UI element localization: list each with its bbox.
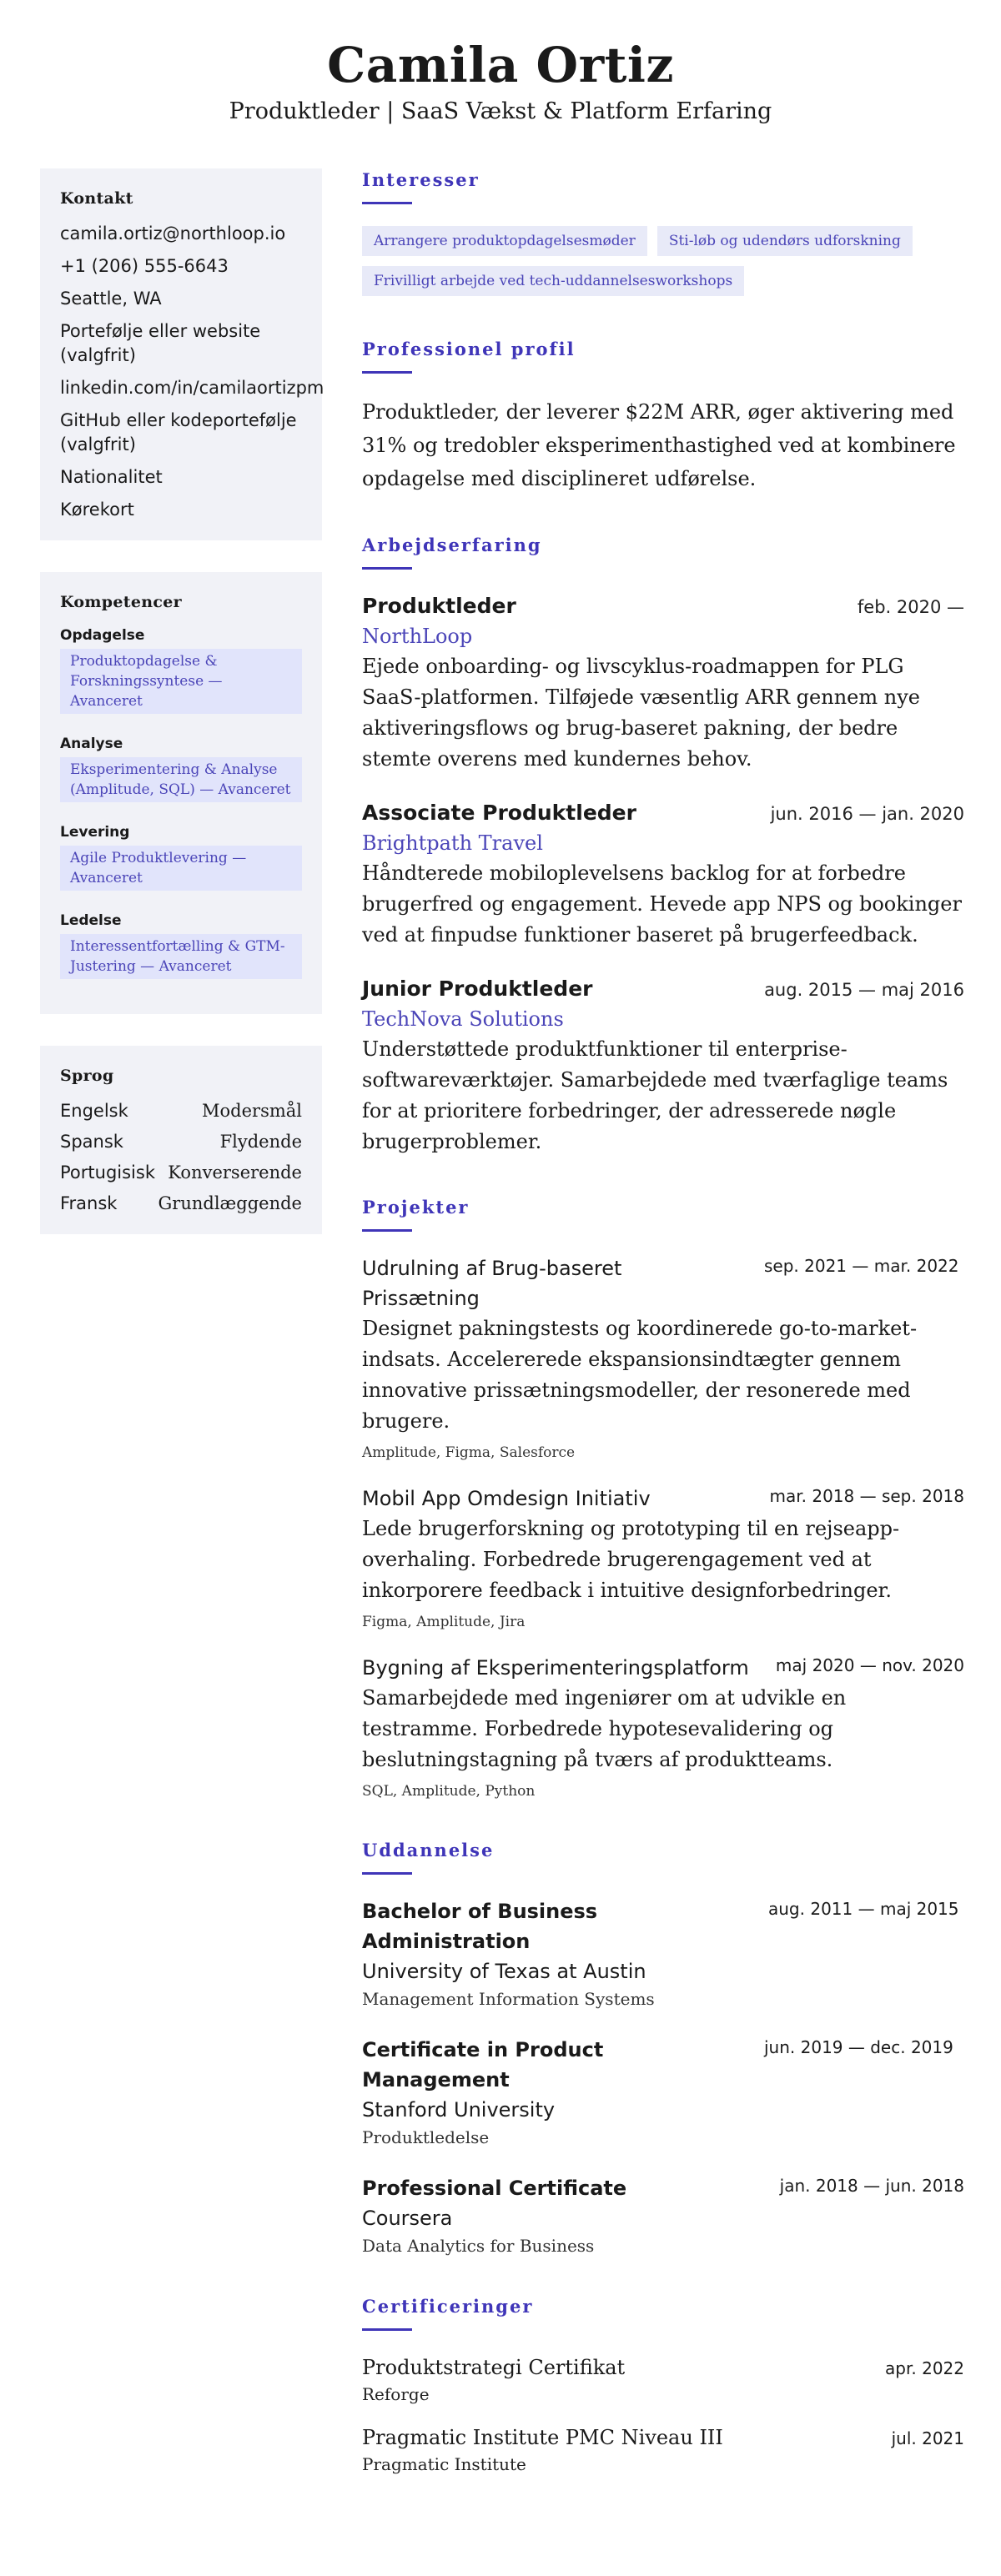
section-divider bbox=[362, 567, 412, 570]
certification-date: apr. 2022 bbox=[885, 2358, 964, 2378]
job-description: Håndterede mobiloplevelsens backlog for at forbedre brugerfred og engagement. Hevede app NPS og bookinger ved at finpudse funktioner baseret på brugerfeedback. bbox=[362, 861, 962, 947]
profile-section bbox=[362, 338, 964, 495]
project-date: mar. 2018 — sep. 2018 bbox=[769, 1486, 964, 1506]
language-row bbox=[60, 1099, 302, 1123]
job-entry bbox=[362, 974, 964, 1157]
certification-entry bbox=[362, 2353, 964, 2406]
education-entry bbox=[362, 1896, 964, 2011]
job-title: Associate Produktleder bbox=[362, 801, 636, 825]
job-company: TechNova Solutions bbox=[362, 1007, 564, 1031]
contact-linkedin[interactable]: linkedin.com/in/camilaortizpm bbox=[60, 378, 324, 398]
certification-name: Pragmatic Institute PMC Niveau III bbox=[362, 2426, 723, 2449]
projects-title: Projekter bbox=[362, 1197, 470, 1218]
language-level: Grundlæggende bbox=[158, 1193, 302, 1213]
project-description: Lede brugerforskning og prototyping til en rejseapp-overhaling. Forbedrede brugerengagement ved at inkorporere feedback i intuitive designforbedringer. bbox=[362, 1517, 900, 1602]
education-field: Management Information Systems bbox=[362, 1989, 655, 2009]
job-title: Junior Produktleder bbox=[362, 977, 593, 1001]
contact-github[interactable]: GitHub eller kodeportefølje (valgfrit) bbox=[60, 410, 297, 454]
experience-section bbox=[362, 534, 964, 1157]
section-divider bbox=[362, 1229, 412, 1232]
skill-group-title: Opdagelse bbox=[60, 627, 145, 644]
skill-chip: Produktopdagelse & Forskningssyntese — Avanceret bbox=[60, 649, 302, 714]
sidebar bbox=[40, 168, 322, 2493]
interests-title: Interesser bbox=[362, 169, 480, 190]
certification-date: jul. 2021 bbox=[891, 2428, 964, 2448]
interest-list bbox=[362, 226, 964, 306]
section-divider bbox=[362, 202, 412, 204]
interest-chip: Sti-løb og udendørs udforskning bbox=[657, 226, 913, 256]
projects-section bbox=[362, 1196, 964, 1802]
section-divider bbox=[362, 371, 412, 374]
education-date: jan. 2018 — jun. 2018 bbox=[779, 2176, 964, 2196]
certification-issuer: Pragmatic Institute bbox=[362, 2454, 526, 2474]
education-degree: Professional Certificate bbox=[362, 2177, 627, 2200]
languages-title: Sprog bbox=[60, 1067, 114, 1085]
contact-title: Kontakt bbox=[60, 189, 133, 208]
education-date: jun. 2019 — dec. 2019 bbox=[764, 2037, 953, 2057]
project-title: Mobil App Omdesign Initiativ bbox=[362, 1487, 651, 1510]
project-description: Samarbejdede med ingeniører om at udvikle en testramme. Forbedrede hypotesevalidering og beslutningstagning på tværs af produktteams. bbox=[362, 1686, 847, 1771]
language-name: Engelsk bbox=[60, 1101, 128, 1121]
candidate-tagline: Produktleder | SaaS Vækst & Platform Erfaring bbox=[229, 98, 772, 124]
contact-location: Seattle, WA bbox=[60, 289, 162, 309]
certifications-title: Certificeringer bbox=[362, 2296, 534, 2317]
contact-license: Kørekort bbox=[60, 500, 134, 520]
contact-phone[interactable]: +1 (206) 555-6643 bbox=[60, 256, 229, 276]
education-degree: Certificate in Product Management bbox=[362, 2038, 604, 2091]
candidate-name: Camila Ortiz bbox=[327, 37, 674, 93]
job-date: aug. 2015 — maj 2016 bbox=[764, 980, 964, 1000]
skill-chip: Interessentfortælling & GTM-Justering — Avanceret bbox=[60, 934, 302, 979]
job-description: Understøttede produktfunktioner til enterprise-softwareværktøjer. Samarbejdede med tværfaglige teams for at prioritere forbedringer, der adresserede nøgle brugerproblemer. bbox=[362, 1037, 948, 1153]
languages-card bbox=[40, 1046, 322, 1234]
section-divider bbox=[362, 2328, 412, 2331]
certification-name: Produktstrategi Certifikat bbox=[362, 2356, 626, 2379]
language-level: Modersmål bbox=[202, 1101, 302, 1121]
education-title: Uddannelse bbox=[362, 1840, 495, 1860]
job-date: jun. 2016 — jan. 2020 bbox=[770, 804, 964, 824]
skill-group bbox=[60, 822, 302, 891]
job-company: NorthLoop bbox=[362, 625, 473, 648]
interest-chip: Frivilligt arbejde ved tech-uddannelsesworkshops bbox=[362, 266, 744, 296]
resume-header bbox=[0, 0, 1001, 168]
project-tools: SQL, Amplitude, Python bbox=[362, 1783, 536, 1800]
certifications-section bbox=[362, 2295, 964, 2476]
project-tools: Figma, Amplitude, Jira bbox=[362, 1614, 526, 1630]
project-date: sep. 2021 — mar. 2022 bbox=[764, 1256, 959, 1276]
education-entry bbox=[362, 2035, 964, 2150]
project-title: Bygning af Eksperimenteringsplatform bbox=[362, 1656, 749, 1680]
skill-group bbox=[60, 625, 302, 714]
profile-summary: Produktleder, der leverer $22M ARR, øger aktivering med 31% og tredobler eksperimenthastighed ved at kombinere opdagelse med disciplineret udførelse. bbox=[362, 400, 956, 490]
skill-group-title: Ledelse bbox=[60, 912, 122, 929]
language-name: Fransk bbox=[60, 1193, 118, 1213]
contact-email[interactable]: camila.ortiz@northloop.io bbox=[60, 223, 286, 244]
project-entry bbox=[362, 1484, 964, 1633]
contact-portfolio[interactable]: Portefølje eller website (valgfrit) bbox=[60, 321, 261, 365]
language-row bbox=[60, 1130, 302, 1154]
education-entry bbox=[362, 2173, 964, 2258]
education-degree: Bachelor of Business Administration bbox=[362, 1900, 598, 1953]
project-date: maj 2020 — nov. 2020 bbox=[775, 1655, 964, 1675]
education-school: University of Texas at Austin bbox=[362, 1960, 646, 1983]
resume-body bbox=[0, 168, 1001, 2493]
job-title: Produktleder bbox=[362, 594, 516, 618]
language-row bbox=[60, 1192, 302, 1216]
project-description: Designet pakningstests og koordinerede go-to-market-indsats. Accelererede ekspansionsindtægter gennem innovative prissætningsmodeller, der resonerede med brugere. bbox=[362, 1317, 918, 1433]
interest-chip: Arrangere produktopdagelsesmøder bbox=[362, 226, 647, 256]
job-entry bbox=[362, 798, 964, 951]
skill-chip: Agile Produktlevering — Avanceret bbox=[60, 846, 302, 891]
education-field: Produktledelse bbox=[362, 2127, 490, 2147]
education-section bbox=[362, 1839, 964, 2258]
language-level: Flydende bbox=[219, 1132, 302, 1152]
contact-nationality: Nationalitet bbox=[60, 467, 163, 487]
experience-title: Arbejdserfaring bbox=[362, 535, 542, 555]
profile-title: Professionel profil bbox=[362, 339, 576, 359]
job-description: Ejede onboarding- og livscyklus-roadmappen for PLG SaaS-platformen. Tilføjede væsentlig ARR gennem nye aktiveringsflows og brug-baseret pakning, der bedre stemte overens med kundernes behov. bbox=[362, 655, 920, 771]
skill-group bbox=[60, 911, 302, 979]
skills-card bbox=[40, 572, 322, 1014]
language-name: Portugisisk bbox=[60, 1162, 155, 1183]
skill-chip: Eksperimentering & Analyse (Amplitude, SQL) — Avanceret bbox=[60, 757, 302, 802]
job-entry bbox=[362, 591, 964, 775]
education-date: aug. 2011 — maj 2015 bbox=[768, 1899, 959, 1919]
main-content bbox=[362, 168, 964, 2493]
skill-group-title: Analyse bbox=[60, 736, 123, 752]
education-field: Data Analytics for Business bbox=[362, 2236, 595, 2256]
language-level: Konverserende bbox=[168, 1162, 302, 1183]
project-title: Udrulning af Brug-baseret Prissætning bbox=[362, 1257, 622, 1310]
language-row bbox=[60, 1161, 302, 1185]
job-company: Brightpath Travel bbox=[362, 831, 543, 855]
project-entry bbox=[362, 1653, 964, 1802]
contact-card bbox=[40, 168, 322, 540]
project-entry bbox=[362, 1253, 964, 1464]
skill-group-title: Levering bbox=[60, 824, 130, 841]
certification-entry bbox=[362, 2423, 964, 2476]
education-school: Coursera bbox=[362, 2207, 453, 2230]
job-date: feb. 2020 — bbox=[857, 597, 964, 617]
language-name: Spansk bbox=[60, 1132, 123, 1152]
section-divider bbox=[362, 1872, 412, 1875]
interests-section bbox=[362, 168, 964, 306]
project-tools: Amplitude, Figma, Salesforce bbox=[362, 1444, 576, 1461]
skill-group bbox=[60, 734, 302, 802]
certification-issuer: Reforge bbox=[362, 2384, 430, 2404]
education-school: Stanford University bbox=[362, 2098, 556, 2122]
skills-title: Kompetencer bbox=[60, 593, 182, 611]
